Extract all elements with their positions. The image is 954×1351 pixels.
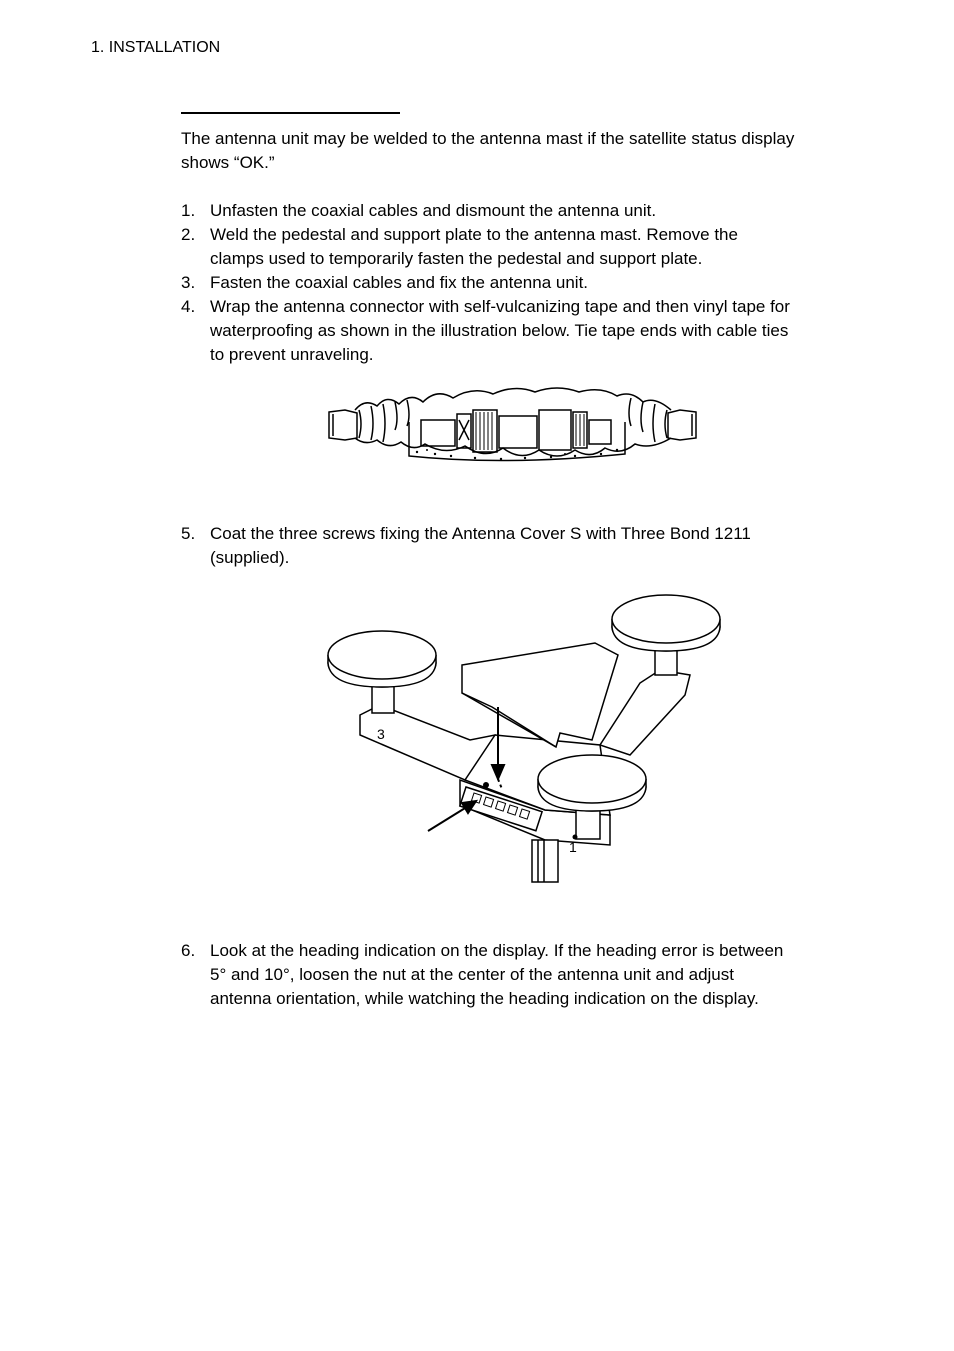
heading-rule — [181, 112, 400, 114]
step-line: Wrap the antenna connector with self-vulcanizing tape and then vinyl tape for — [210, 297, 790, 316]
step-line: clamps used to temporarily fasten the pedestal and support plate. — [210, 249, 703, 268]
step-line: Look at the heading indication on the display. If the heading error is between — [210, 941, 784, 960]
step-number: 5. — [181, 524, 196, 543]
step-number: 2. — [181, 225, 196, 244]
step-text — [210, 522, 850, 570]
screw-label-3: 3 — [377, 726, 385, 742]
step-line: Coat the three screws fixing the Antenna Cover S with Three Bond 1211 — [210, 524, 751, 543]
step-number: 4. — [181, 297, 196, 316]
step-text — [210, 939, 850, 1011]
antenna-unit-illustration — [320, 575, 730, 885]
step-line: Weld the pedestal and support plate to the antenna mast. Remove the — [210, 225, 738, 244]
step-line: to prevent unraveling. — [210, 345, 374, 364]
step-line: 5° and 10°, loosen the nut at the center of the antenna unit and adjust — [210, 965, 734, 984]
connector-taping-illustration — [325, 380, 700, 470]
screw-label-1: 1 — [569, 839, 577, 855]
intro-paragraph: The antenna unit may be welded to the antenna mast if the satellite status display shows “OK.” — [181, 129, 795, 172]
step-line: Unfasten the coaxial cables and dismount the antenna unit. — [210, 201, 657, 220]
step-line: Fasten the coaxial cables and fix the antenna unit. — [210, 273, 589, 292]
step-text — [210, 199, 850, 223]
section-header: 1. INSTALLATION — [91, 39, 221, 56]
step-number: 6. — [181, 941, 196, 960]
step-number: 3. — [181, 273, 196, 292]
step-number: 1. — [181, 201, 196, 220]
step-text — [210, 295, 850, 367]
step-text — [210, 223, 850, 271]
step-line: antenna orientation, while watching the heading indication on the display. — [210, 989, 759, 1008]
step-line: waterproofing as shown in the illustration below. Tie tape ends with cable ties — [210, 321, 789, 340]
step-line: (supplied). — [210, 548, 290, 567]
step-text — [210, 271, 850, 295]
